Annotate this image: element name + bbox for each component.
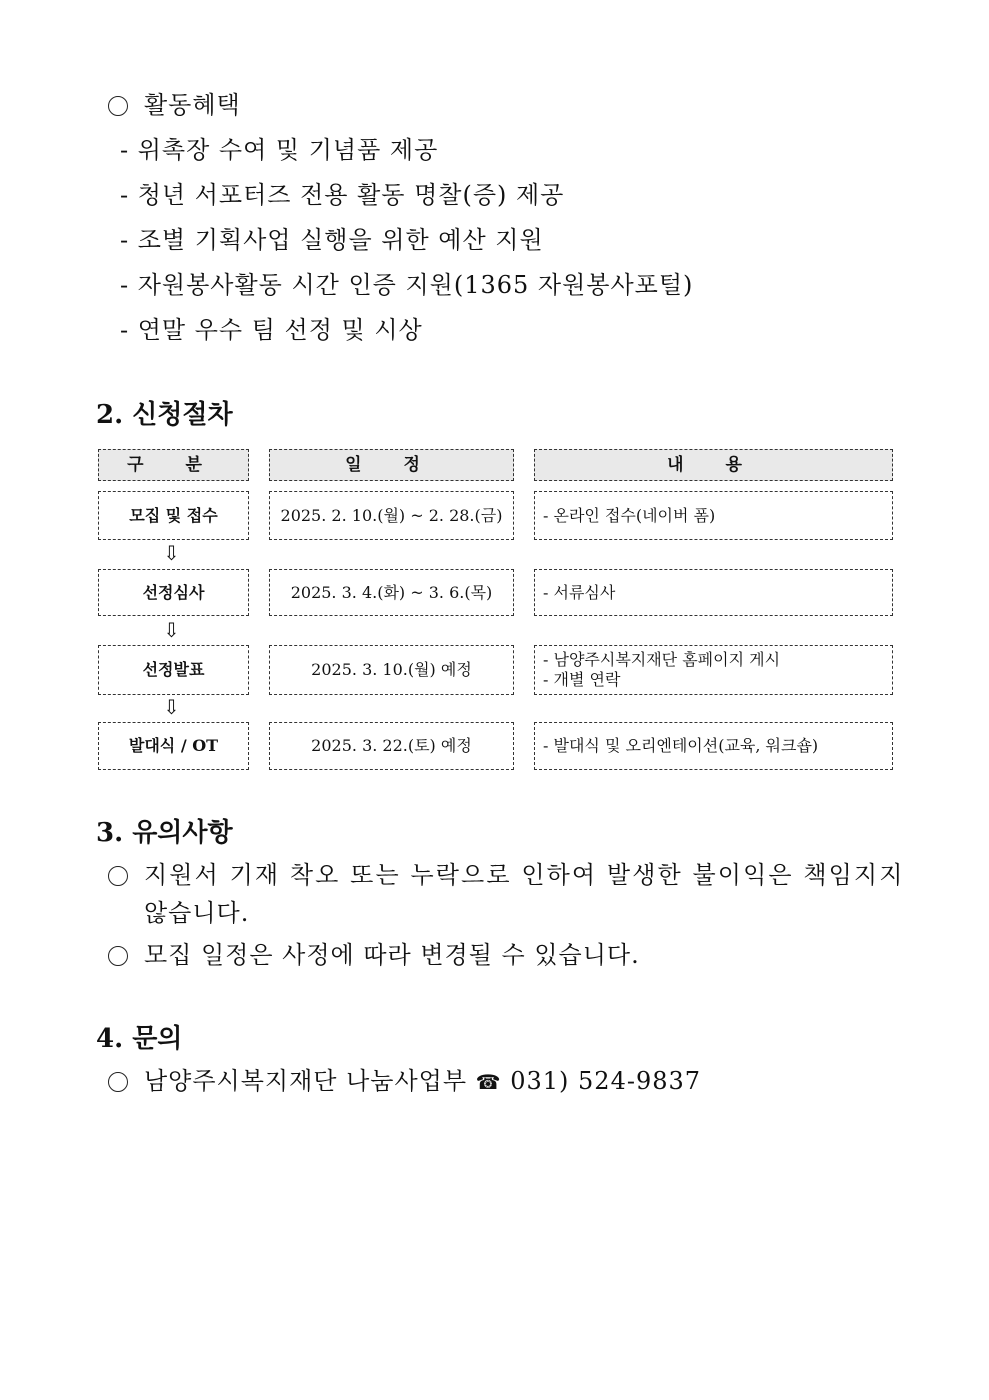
bullet-circle-icon xyxy=(108,866,128,886)
benefits-title: 활동혜택 xyxy=(144,91,241,119)
table-cell-schedule: 2025. 3. 4.(화) ~ 3. 6.(목) xyxy=(269,569,514,616)
table-cell-content: - 발대식 및 오리엔테이션(교육, 워크숍) xyxy=(534,722,893,770)
benefit-item: - 자원봉사활동 시간 인증 지원(1365 자원봉사포털) xyxy=(120,271,694,299)
bullet-circle-icon xyxy=(108,946,128,966)
content-line: - 개별 연락 xyxy=(543,670,621,689)
table-cell-content: - 온라인 접수(네이버 폼) xyxy=(534,491,893,540)
bullet-circle-icon xyxy=(108,96,128,116)
note-item: 지원서 기재 착오 또는 누락으로 인하여 발생한 불이익은 책임지지 xyxy=(144,861,905,889)
content-line: - 남양주시복지재단 홈페이지 게시 xyxy=(543,650,781,669)
benefit-item: - 위촉장 수여 및 기념품 제공 xyxy=(120,136,439,164)
table-cell-category: 발대식 / OT xyxy=(98,722,249,770)
down-arrow-icon: ⇩ xyxy=(163,695,180,719)
table-header-category: 구 분 xyxy=(98,449,249,481)
phone-number: 031) 524-9837 xyxy=(510,1067,702,1095)
table-cell-content xyxy=(534,645,893,695)
table-header-schedule: 일 정 xyxy=(269,449,514,481)
note-item-continuation: 않습니다. xyxy=(144,899,250,927)
table-cell-category: 모집 및 접수 xyxy=(98,491,249,540)
bullet-circle-icon xyxy=(108,1072,128,1092)
table-cell-category: 선정심사 xyxy=(98,569,249,616)
section-heading-notes: 3. 유의사항 xyxy=(96,818,233,848)
down-arrow-icon: ⇩ xyxy=(163,618,180,642)
table-header-content: 내 용 xyxy=(534,449,893,481)
contact-line xyxy=(144,1067,701,1096)
table-cell-category: 선정발표 xyxy=(98,645,249,695)
benefit-item: - 조별 기획사업 실행을 위한 예산 지원 xyxy=(120,226,544,254)
down-arrow-icon: ⇩ xyxy=(163,541,180,565)
contact-department: 남양주시복지재단 나눔사업부 xyxy=(144,1067,468,1095)
note-item: 모집 일정은 사정에 따라 변경될 수 있습니다. xyxy=(144,941,640,969)
table-cell-schedule: 2025. 2. 10.(월) ~ 2. 28.(금) xyxy=(269,491,514,540)
phone-icon: ☎ xyxy=(475,1070,502,1094)
benefit-item: - 청년 서포터즈 전용 활동 명찰(증) 제공 xyxy=(120,181,565,209)
section-heading-procedure: 2. 신청절차 xyxy=(96,400,233,430)
table-cell-schedule: 2025. 3. 10.(월) 예정 xyxy=(269,645,514,695)
section-heading-inquiry: 4. 문의 xyxy=(96,1024,183,1054)
table-cell-content: - 서류심사 xyxy=(534,569,893,616)
benefit-item: - 연말 우수 팀 선정 및 시상 xyxy=(120,316,423,344)
table-cell-schedule: 2025. 3. 22.(토) 예정 xyxy=(269,722,514,770)
